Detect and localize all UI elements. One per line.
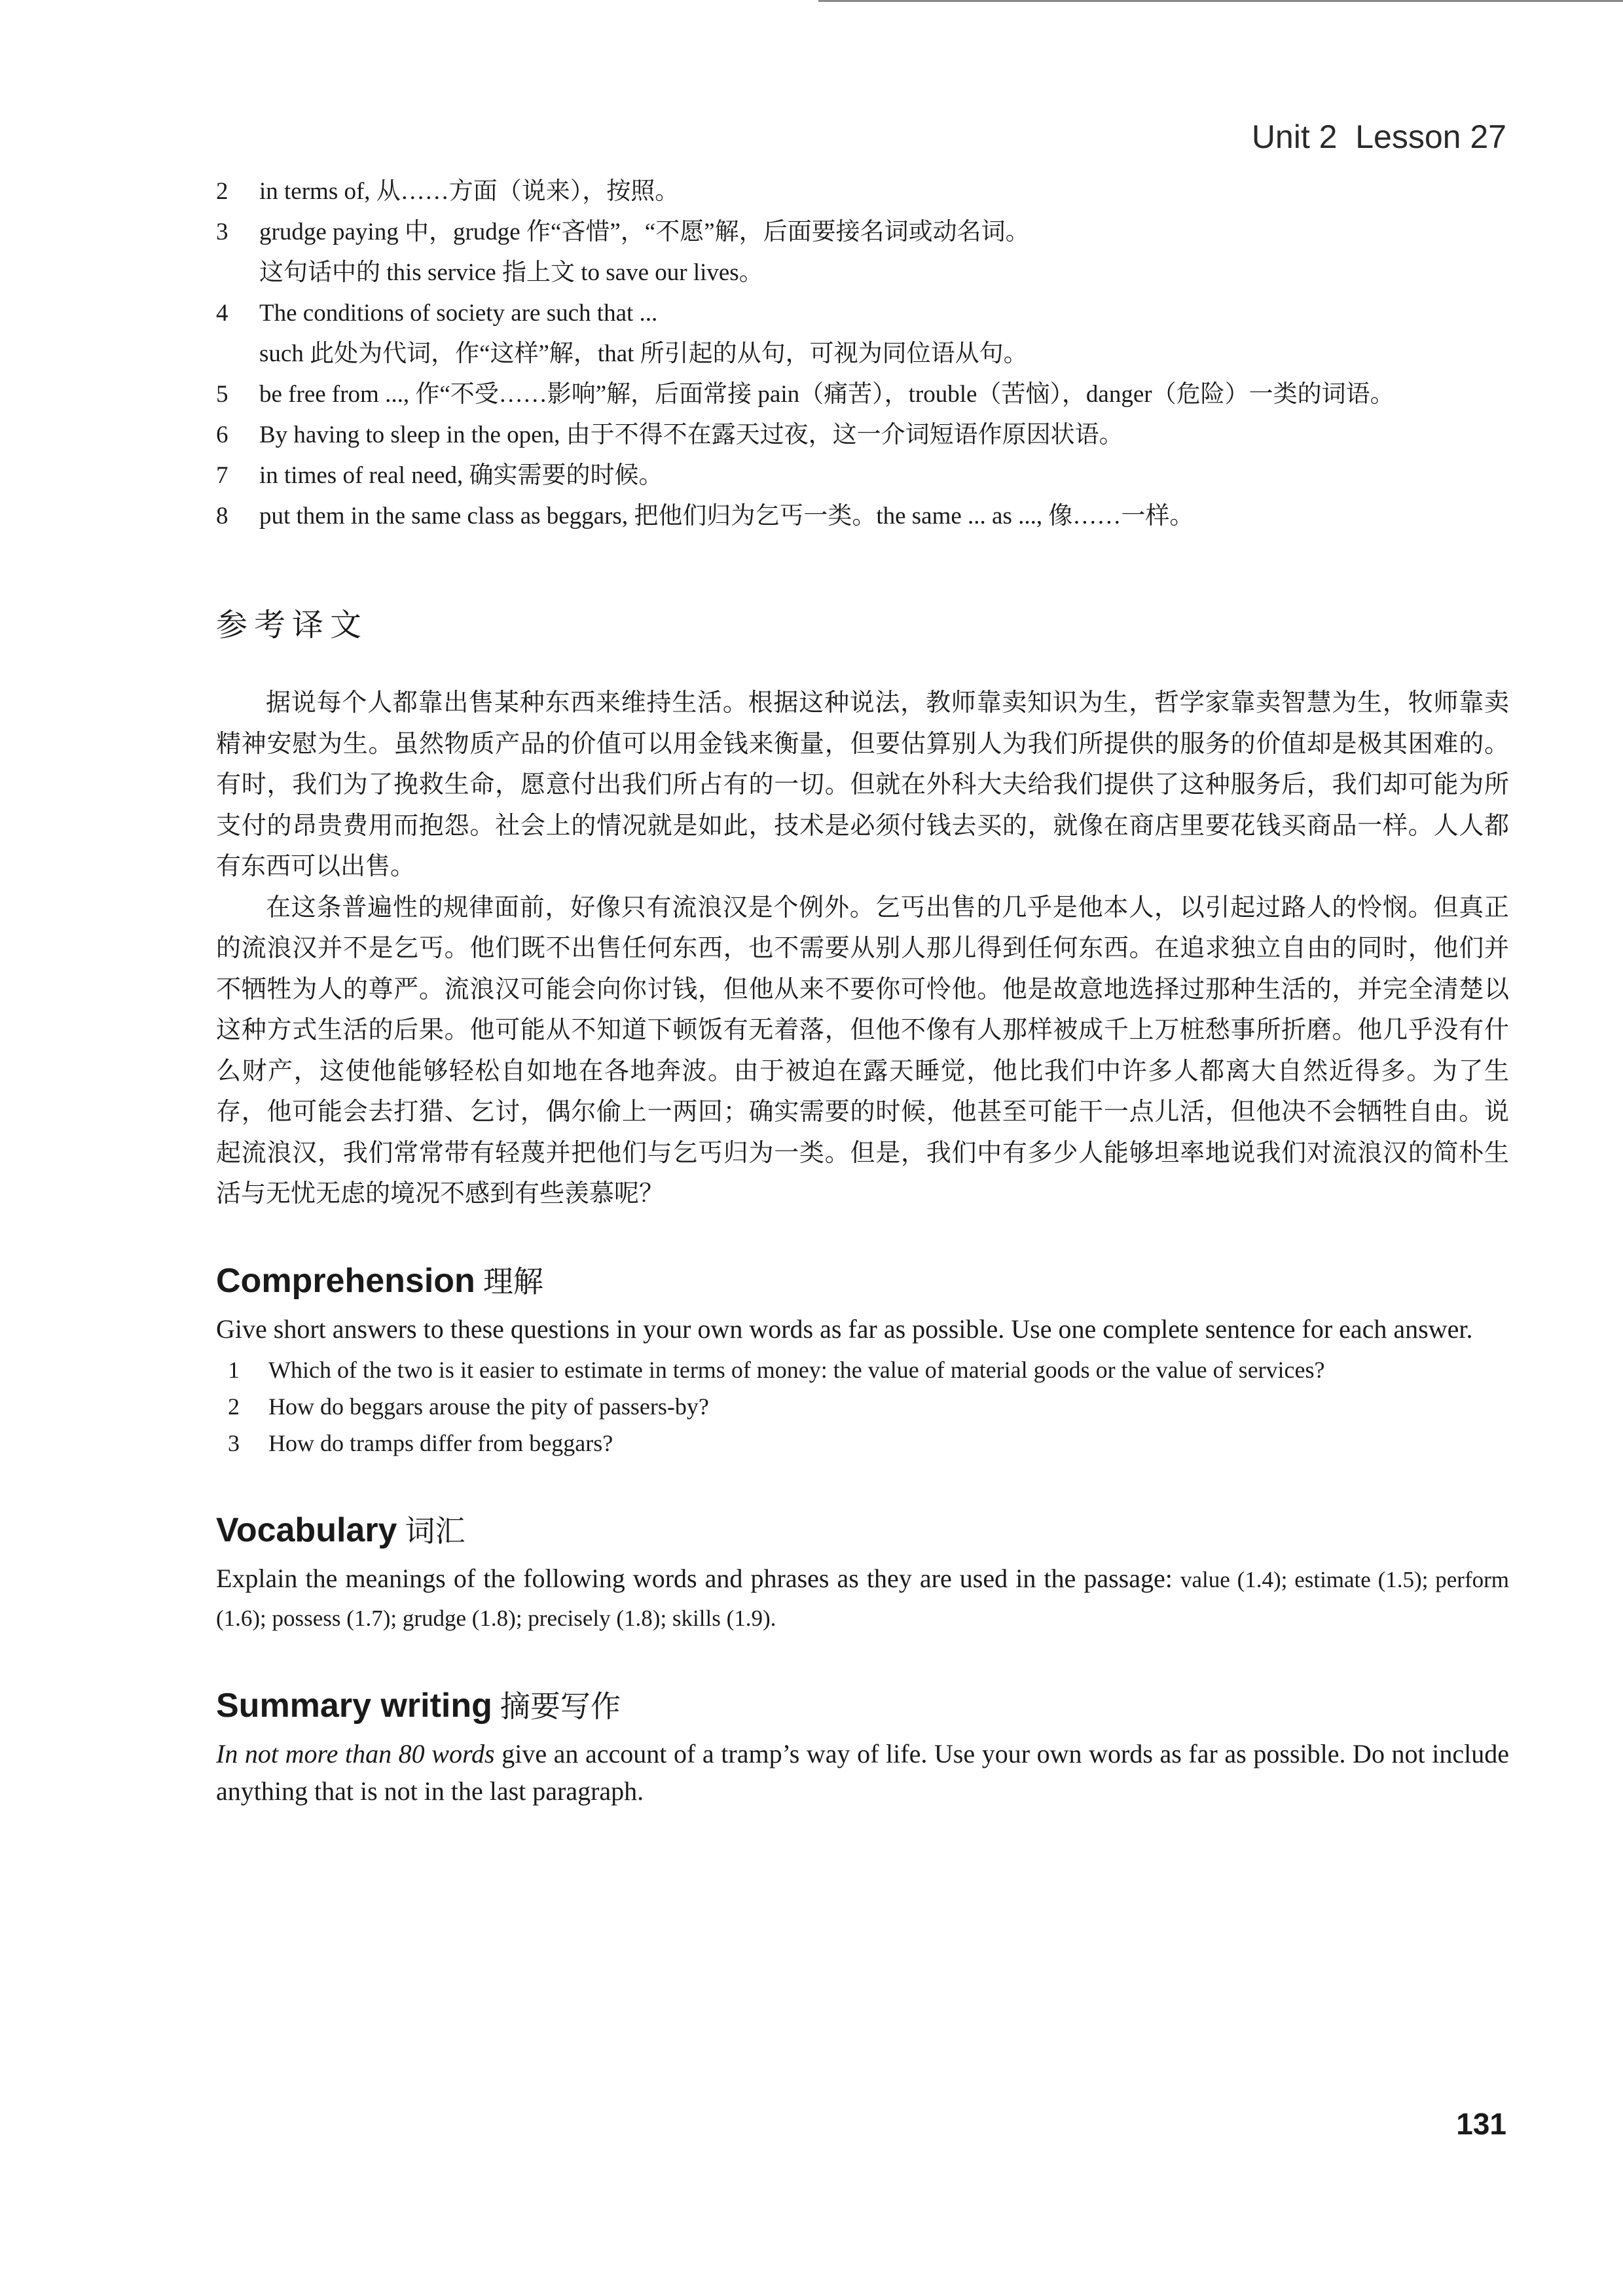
- note-number: 5: [216, 381, 228, 408]
- question-item: [216, 1425, 1509, 1462]
- note-item: [216, 171, 1509, 212]
- summary-instruction: [216, 1735, 1509, 1810]
- notes-list: [216, 171, 1509, 537]
- comprehension-heading: [216, 1258, 1509, 1301]
- summary-word-limit: In not more than 80 words: [216, 1738, 495, 1768]
- note-item: [216, 456, 1509, 496]
- comprehension-instruction: Give short answers to these questions in your own words as far as possible. Use one complete sentence for each answer.: [216, 1314, 1473, 1344]
- lesson-label: Lesson 27: [1355, 118, 1506, 155]
- note-item: [216, 293, 1509, 374]
- comprehension-title: Comprehension: [216, 1261, 475, 1300]
- top-rule: [818, 0, 1623, 2]
- note-item: [216, 415, 1509, 456]
- question-text: How do beggars arouse the pity of passers-by?: [268, 1393, 709, 1420]
- summary-heading: [216, 1683, 1509, 1726]
- vocabulary-items: value (1.4); estimate (1.5); perform (1.6); possess (1.7); grudge (1.8); precisely (1.8); skills (1.9).: [216, 1566, 1509, 1631]
- question-item: [216, 1352, 1509, 1388]
- note-text: in times of real need, 确实需要的时候。: [259, 462, 663, 489]
- question-number: 1: [228, 1356, 240, 1383]
- translation-heading: 参考译文: [216, 608, 369, 643]
- unit-lesson-header: [1252, 118, 1506, 156]
- question-number: 3: [228, 1429, 240, 1456]
- summary-title-zh: 摘要写作: [500, 1689, 621, 1723]
- question-item: [216, 1388, 1509, 1425]
- vocabulary-heading: [216, 1507, 1509, 1551]
- note-item: [216, 374, 1509, 415]
- note-number: 8: [216, 503, 228, 529]
- note-text: The conditions of society are such that ...: [259, 300, 658, 327]
- vocabulary-instruction: [216, 1560, 1509, 1637]
- note-item: [216, 212, 1509, 293]
- vocabulary-title-zh: 词汇: [405, 1514, 465, 1548]
- question-text: How do tramps differ from beggars?: [268, 1429, 613, 1456]
- translation-paragraph: 据说每个人都靠出售某种东西来维持生活。根据这种说法，教师靠卖知识为生，哲学家靠卖智慧为生，牧师靠卖精神安慰为生。虽然物质产品的价值可以用金钱来衡量，但要估算别人为我们所提供的服务的价值却是极其困难的。有时，我们为了挽救生命，愿意付出我们所占有的一切。但就在外科大夫给我们提供了这种服务后，我们却可能为所支付的昂贵费用而抱怨。社会上的情况就是如此，技术是必须付钱去买的，就像在商店里要花钱买商品一样。人人都有东西可以出售。: [216, 689, 1509, 880]
- question-text: Which of the two is it easier to estimate in terms of money: the value of material goods or the value of services?: [268, 1356, 1325, 1383]
- vocabulary-instruction-text: Explain the meanings of the following words and phrases as they are used in the passage:: [216, 1563, 1173, 1593]
- translation-paragraph: 在这条普遍性的规律面前，好像只有流浪汉是个例外。乞丐出售的几乎是他本人，以引起过路人的怜悯。但真正的流浪汉并不是乞丐。他们既不出售任何东西，也不需要从别人那儿得到任何东西。在追求独立自由的同时，他们并不牺牲为人的尊严。流浪汉可能会向你讨钱，但他从来不要你可怜他。他是故意地选择过那种生活的，并完全清楚以这种方式生活的后果。他可能从不知道下顿饭有无着落，但他不像有人那样被成千上万桩愁事所折磨。他几乎没有什么财产，这使他能够轻松自如地在各地奔波。由于被迫在露天睡觉，他比我们中许多人都离大自然近得多。为了生存，他可能会去打猎、乞讨，偶尔偷上一两回；确实需要的时候，他甚至可能干一点儿活，但他决不会牺牲自由。说起流浪汉，我们常常带有轻蔑并把他们与乞丐归为一类。但是，我们中有多少人能够坦率地说我们对流浪汉的简朴生活与无忧无虑的境况不感到有些羡慕呢？: [216, 893, 1509, 1208]
- note-text: By having to sleep in the open, 由于不得不在露天过夜，这一介词短语作原因状语。: [259, 422, 1123, 448]
- question-number: 2: [228, 1393, 240, 1420]
- summary-title: Summary writing: [216, 1686, 492, 1725]
- note-text: grudge paying 中，grudge 作“吝惜”，“不愿”解，后面要接名词或动名词。: [259, 219, 1030, 245]
- note-text-continued: 这句话中的 this service 指上文 to save our lives。: [259, 259, 763, 286]
- unit-label: Unit 2: [1251, 118, 1338, 155]
- page-content: [216, 171, 1509, 1810]
- page-number: 131: [1456, 2107, 1506, 2141]
- note-number: 3: [216, 219, 228, 245]
- note-text: put them in the same class as beggars, 把他们归为乞丐一类。the same ... as ..., 像……一样。: [259, 503, 1194, 529]
- question-list: [216, 1352, 1509, 1462]
- summary-instruction-text: give an account of a tramp’s way of life. Use your own words as far as possible. Do not include anything that is not in the last paragraph.: [216, 1738, 1509, 1806]
- note-text: be free from ..., 作“不受……影响”解，后面常接 pain（痛苦），trouble（苦恼），danger（危险）一类的词语。: [259, 381, 1395, 408]
- note-number: 7: [216, 462, 228, 489]
- note-number: 4: [216, 300, 228, 327]
- note-text-continued: such 此处为代词，作“这样”解，that 所引起的从句，可视为同位语从句。: [259, 340, 1028, 367]
- note-text: in terms of, 从……方面（说来），按照。: [259, 178, 680, 205]
- note-number: 2: [216, 178, 228, 205]
- comprehension-title-zh: 理解: [483, 1265, 543, 1299]
- note-number: 6: [216, 422, 228, 448]
- vocabulary-title: Vocabulary: [216, 1511, 397, 1549]
- note-item: [216, 496, 1509, 537]
